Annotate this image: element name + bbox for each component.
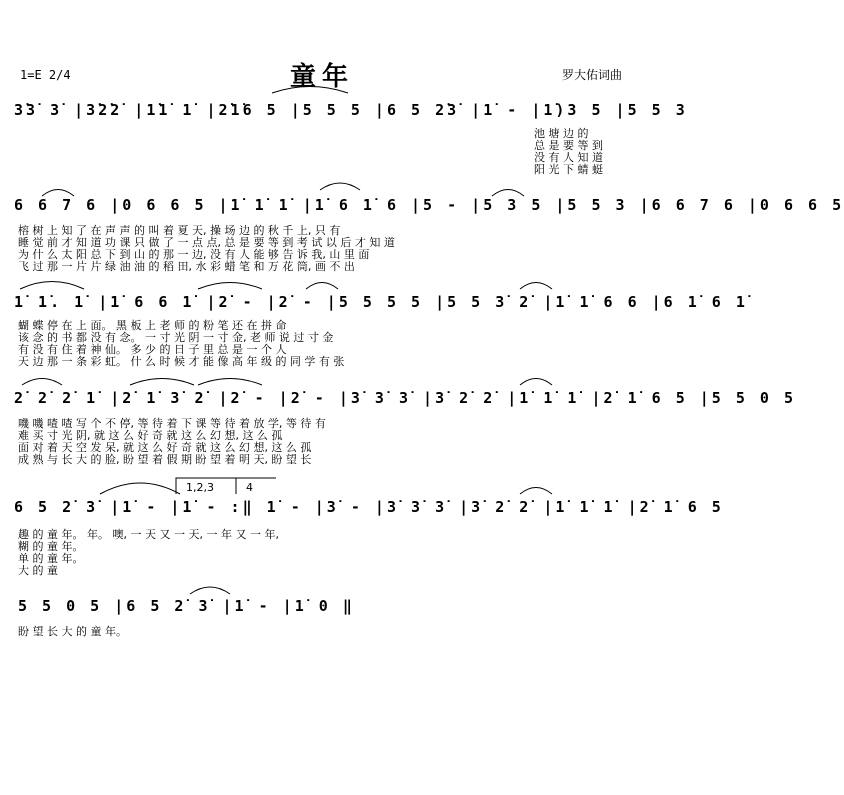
slur xyxy=(520,488,552,495)
slur xyxy=(520,379,552,386)
lyric-line: 糊 的 童 年。 xyxy=(18,540,84,553)
lyric-line: 天 边 那 一 条 彩 虹。 什 么 时 候 才 能 像 高 年 级 的 同 学 有 张 xyxy=(18,355,345,368)
lyric-line: 榕 树 上 知 了 在 声 声 的 叫 着 夏 天, 操 场 边 的 秋 千 上, 只 有 xyxy=(18,224,341,237)
notation-line-3: 1̇ 1̇. 1̇ |1̇ 6 6 1̇ |2̇ - |2̇ - |5 5 5 5 |5 5 3̇ 2̇ |1̇ 1̇ 6 6 |6 1̇ 6 1̇ xyxy=(14,293,748,311)
lyric-line: 池 塘 边 的 xyxy=(534,127,589,140)
composer-credit: 罗大佑词曲 xyxy=(562,68,623,82)
lyric-line: 嘰 嘰 喳 喳 写 个 不 停, 等 待 着 下 课 等 待 着 放 学, 等 待 有 xyxy=(18,417,326,430)
lyric-line: 为 什 么 太 阳 总 下 到 山 的 那 一 边, 没 有 人 能 够 告 诉 我, 山 里 面 xyxy=(18,248,370,261)
volta-1-label: 1,2,3 xyxy=(186,481,214,494)
lyric-line: 飞 过 那 一 片 片 绿 油 油 的 稻 田, 水 彩 蜡 笔 和 万 花 筒, 画 不 出 xyxy=(18,260,355,273)
slur xyxy=(520,283,552,290)
slur xyxy=(130,379,194,386)
lyric-line: 面 对 着 天 空 发 呆, 就 这 么 好 奇 就 这 么 幻 想, 这 么 孤 xyxy=(18,441,312,454)
slur xyxy=(198,283,262,290)
slur xyxy=(20,282,84,290)
slur xyxy=(492,190,524,197)
slur xyxy=(198,379,262,386)
notation-line-4: 2̇ 2̇ 2̇ 1̇ |2̇ 1̇ 3̇ 2̇ |2̇ - |2̇ - |3̇ 3̇ 3̇ |3̇ 2̇ 2̇ |1̇ 1̇ 1̇ |2̇ 1̇ 6 5 |5 5 0 5 xyxy=(14,389,796,407)
volta-bracket xyxy=(236,478,276,494)
lyric-line: 该 念 的 书 都 没 有 念。 一 寸 光 阴 一 寸 金, 老 师 说 过 寸 金 xyxy=(18,331,334,344)
key-signature: 1=E 2/4 xyxy=(20,68,71,82)
notation-line-1: 3̇3̇ 3̇ |3̇2̇2̇ |1̇1̇ 1̇ |2̇1̇6 5 |5 5 5 |6 5 2̇3̇ |1̇ - |1̇)3 5 |5 5 3 xyxy=(14,101,688,119)
notation-line-2: 6 6 7 6 |0 6 6 5 |1̇ 1̇ 1̇ |1̇ 6 1̇ 6 |5 - |5 3 5 |5 5 3 |6 6 7 6 |0 6 6 5 xyxy=(14,196,844,214)
lyric-line: 单 的 童 年。 xyxy=(18,552,84,565)
slur xyxy=(306,283,338,290)
lyric-line: 总 是 要 等 到 xyxy=(534,139,603,152)
lyric-line: 难 买 寸 光 阴, 就 这 么 好 奇 就 这 么 幻 想, 这 么 孤 xyxy=(18,429,283,442)
volta-bracket xyxy=(176,478,236,494)
slur xyxy=(42,190,74,197)
lyric-line: 没 有 人 知 道 xyxy=(534,151,603,164)
notation-line-5: 6 5 2̇ 3̇ |1̇ - |1̇ - :‖ 1̇ - |3̇ - |3̇ 3̇ 3̇ |3̇ 2̇ 2̇ |1̇ 1̇ 1̇ |2̇ 1̇ 6 5 xyxy=(14,498,724,516)
slur xyxy=(22,379,62,386)
lyric-line: 盼 望 长 大 的 童 年。 xyxy=(18,625,127,638)
slur xyxy=(190,587,230,594)
lyric-line: 成 熟 与 长 大 的 脸, 盼 望 着 假 期 盼 望 着 明 天, 盼 望 长 xyxy=(18,453,312,466)
notation-line-6: 5 5 0 5 |6 5 2̇ 3̇ |1̇ - |1̇ 0 ‖ xyxy=(18,597,355,615)
lyric-line: 大 的 童 xyxy=(18,564,58,577)
slur xyxy=(272,87,348,94)
slur xyxy=(320,183,360,190)
lyric-line: 有 没 有 住 着 神 仙。 多 少 的 日 子 里 总 是 一 个 人 xyxy=(18,343,287,356)
lyric-line: 睡 觉 前 才 知 道 功 课 只 做 了 一 点 点, 总 是 要 等 到 考 试 以 后 才 知 道 xyxy=(18,236,395,249)
volta-2-label: 4 xyxy=(246,481,253,494)
lyric-line: 趣 的 童 年。 年。 噢, 一 天 又 一 天, 一 年 又 一 年, xyxy=(18,528,279,541)
song-title: 童年 xyxy=(290,62,355,92)
slur xyxy=(100,483,180,494)
lyric-line: 蝴 蝶 停 在 上 面。 黑 板 上 老 师 的 粉 笔 还 在 拼 命 xyxy=(18,319,287,332)
lyric-line: 阳 光 下 蜻 蜓 xyxy=(534,163,603,176)
